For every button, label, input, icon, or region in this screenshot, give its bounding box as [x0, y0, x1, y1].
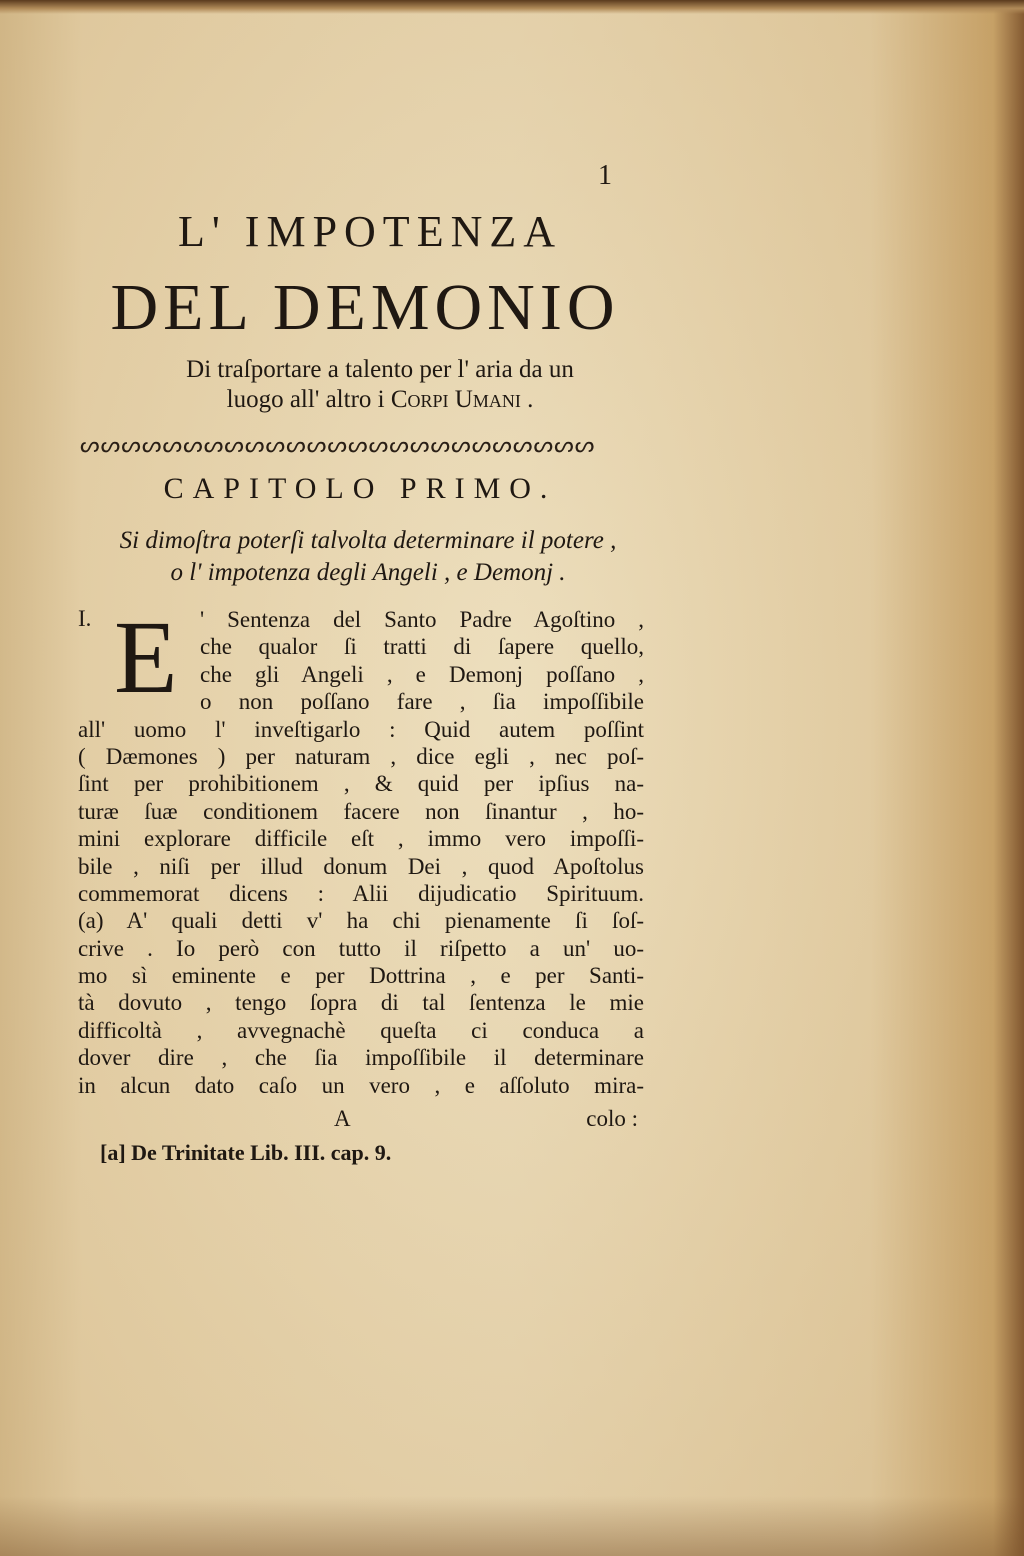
body-line: (a) A' quali detti v' ha chi pienamente ſi ſoſ-: [78, 908, 644, 934]
page-bottom-edge: [0, 1496, 1024, 1556]
body-line: bile , niſi per illud donum Dei , quod Apoſtolus: [78, 853, 644, 879]
drop-cap: E: [114, 600, 178, 715]
body-line: crive . Io però con tutto il riſpetto a un' uo-: [78, 935, 644, 961]
body-line: mo sì eminente e per Dottrina , e per Santi-: [78, 963, 644, 989]
body-line: turæ ſuæ conditionem facere non ſinantur , ho-: [78, 798, 644, 824]
body-line: in alcun dato caſo un vero , e aſſoluto mira-: [78, 1072, 644, 1098]
subtitle: [80, 355, 680, 415]
body-line: che gli Angeli , e Demonj poſſano ,: [200, 661, 644, 687]
body-line: che qualor ſi tratti di ſapere quello,: [200, 634, 644, 660]
summary-line-2: o l' impotenza degli Angeli , e Demonj .: [170, 559, 566, 586]
body-line: o non poſſano fare , ſia impoſſibile: [200, 689, 644, 715]
subtitle-line-2: [80, 385, 680, 415]
catchword: colo :: [586, 1106, 638, 1131]
body-line: ſint per prohibitionem , & quid per ipſius na-: [78, 771, 644, 797]
page-footer-marks: [78, 1106, 644, 1134]
chapter-heading: CAPITOLO PRIMO.: [163, 472, 557, 505]
body-line: dover dire , che ſia impoſſibile il determinare: [78, 1045, 644, 1071]
footnote: [a] De Trinitate Lib. III. cap. 9.: [100, 1140, 392, 1165]
body-line: tà dovuto , tengo ſopra di tal ſentenza le mie: [78, 990, 644, 1016]
signature-mark: A: [334, 1106, 351, 1131]
body-line: commemorat dicens : Alii dijudicatio Spirituum.: [78, 880, 644, 906]
chapter-summary: [78, 525, 658, 589]
body-line: ( Dæmones ) per naturam , dice egli , nec poſ-: [78, 743, 644, 769]
subtitle-line-1: Di traſportare a talento per l' aria da un: [186, 356, 574, 383]
section-number: I.: [78, 606, 92, 631]
body-line: all' uomo l' inveſtigarlo : Quid autem poſſint: [78, 716, 644, 742]
subtitle-small-caps: Corpi Umani: [390, 386, 521, 413]
page-number: 1: [598, 160, 612, 191]
body-line: difficoltà , avvegnachè queſta ci conduca a: [78, 1017, 644, 1043]
body-line: ' Sentenza del Santo Padre Agoſtino ,: [200, 607, 644, 632]
subtitle-line-2-end: .: [527, 386, 534, 413]
page-top-edge: [0, 0, 1024, 14]
title-line-1: L' IMPOTENZA: [177, 207, 562, 256]
body-line: mini explorare difficile eſt , immo vero impoſſi-: [78, 826, 644, 852]
subtitle-line-2-start: luogo all' altro i: [226, 386, 385, 413]
body-text: [78, 600, 644, 1099]
summary-line-1: Si dimoſtra poterſi talvolta determinare il potere ,: [119, 527, 617, 554]
ornament-rule: ᔕᔕᔕᔕᔕᔕᔕᔕᔕᔕᔕᔕᔕᔕᔕᔕᔕᔕᔕᔕᔕᔕᔕᔕᔕ: [80, 432, 596, 457]
title-line-2: DEL DEMONIO: [110, 271, 620, 344]
